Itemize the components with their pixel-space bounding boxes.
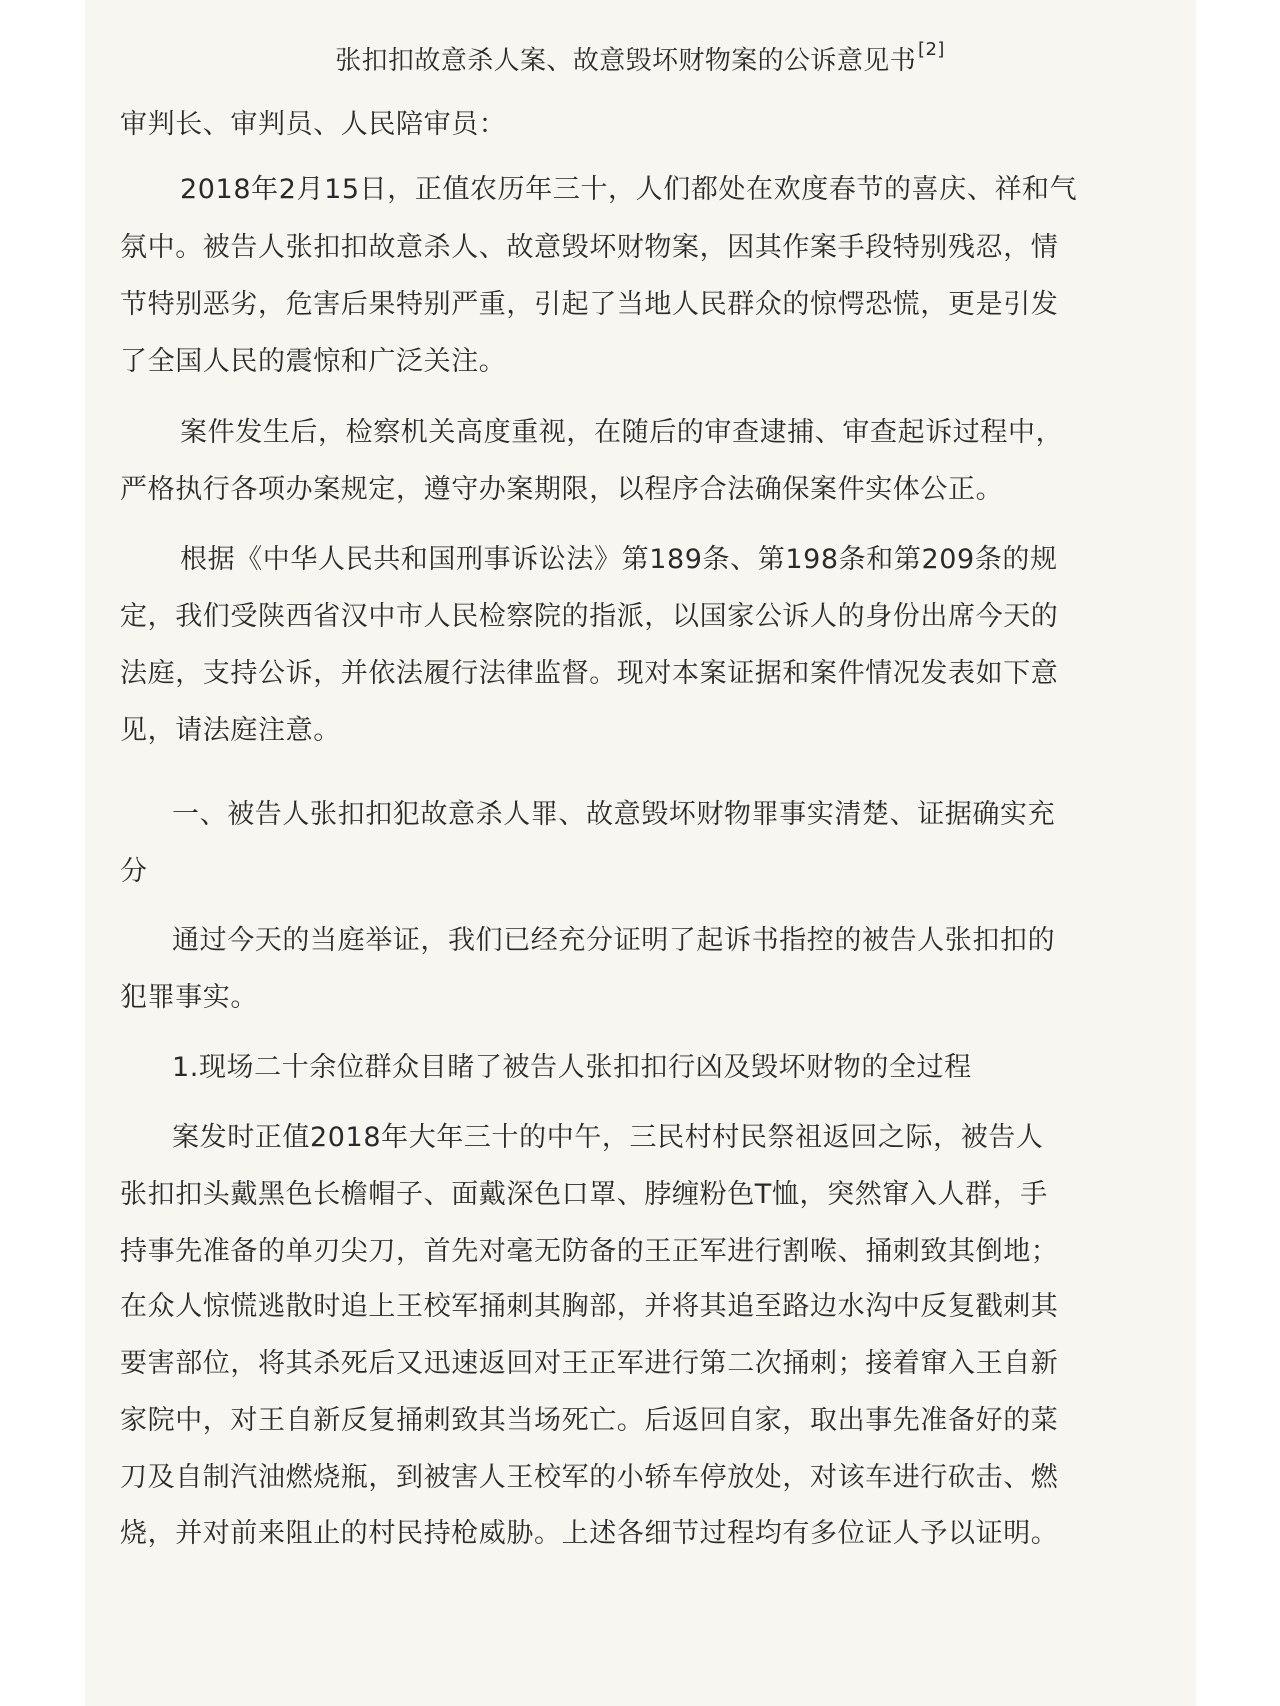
paragraph-1-line: 了全国人民的震惊和广泛关注。: [120, 346, 507, 377]
title-footnote[interactable]: [2]: [918, 39, 945, 60]
detail-paragraph-line: 烧，并对前来阻止的村民持枪威胁。上述各细节过程均有多位证人予以证明。: [120, 1518, 1059, 1549]
paragraph-3-line: 法庭，支持公诉，并依法履行法律监督。现对本案证据和案件情况发表如下意: [120, 658, 1059, 689]
section-heading-line: 一、被告人张扣扣犯故意杀人罪、故意毁坏财物罪事实清楚、证据确实充: [172, 799, 1056, 830]
detail-paragraph-line: 要害部位，将其杀死后又迅速返回对王正军进行第二次捅刺；接着窜入王自新: [120, 1348, 1059, 1379]
detail-paragraph-line: 刀及自制汽油燃烧瓶，到被害人王校军的小轿车停放处，对该车进行砍击、燃: [120, 1462, 1059, 1493]
detail-paragraph-line: 在众人惊慌逃散时追上王校军捅刺其胸部，并将其追至路边水沟中反复戳刺其: [120, 1291, 1059, 1322]
detail-paragraph-line: 张扣扣头戴黑色长檐帽子、面戴深色口罩、脖缠粉色T恤，突然窜入人群，手: [120, 1179, 1048, 1210]
title-text: 张扣扣故意杀人案、故意毁坏财物案的公诉意见书: [335, 46, 917, 76]
paragraph-3-line: 定，我们受陕西省汉中市人民检察院的指派，以国家公诉人的身份出席今天的: [120, 601, 1059, 632]
paragraph-1-line: 氛中。被告人张扣扣故意杀人、故意毁坏财物案，因其作案手段特别残忍，情: [120, 232, 1059, 263]
detail-paragraph-line: 持事先准备的单刃尖刀，首先对毫无防备的王正军进行割喉、捅刺致其倒地；: [120, 1236, 1059, 1267]
salutation: 审判长、审判员、人民陪审员：: [120, 109, 507, 140]
paragraph-3-line: 见，请法庭注意。: [120, 715, 341, 746]
paragraph-1-line: 2018年2月15日，正值农历年三十，人们都处在欢度春节的喜庆、祥和气: [180, 174, 1078, 205]
section-heading-line: 分: [120, 856, 148, 887]
paragraph-3-line: 根据《中华人民共和国刑事诉讼法》第189条、第198条和第209条的规: [180, 544, 1058, 575]
paragraph-2-line: 严格执行各项办案规定，遵守办案期限，以程序合法确保案件实体公正。: [120, 474, 1004, 505]
subheading: 1.现场二十余位群众目睹了被告人张扣扣行凶及毁坏财物的全过程: [172, 1052, 972, 1083]
paragraph-2-line: 案件发生后，检察机关高度重视，在随后的审查逮捕、审查起诉过程中，: [180, 417, 1064, 448]
detail-paragraph-line: 家院中，对王自新反复捅刺致其当场死亡。后返回自家，取出事先准备好的菜: [120, 1405, 1059, 1436]
document-title: [0, 33, 1280, 78]
section-intro-line: 通过今天的当庭举证，我们已经充分证明了起诉书指控的被告人张扣扣的: [172, 925, 1056, 956]
detail-paragraph-line: 案发时正值2018年大年三十的中午，三民村村民祭祖返回之际，被告人: [172, 1122, 1044, 1153]
paragraph-1-line: 节特别恶劣，危害后果特别严重，引起了当地人民群众的惊愕恐慌，更是引发: [120, 289, 1059, 320]
section-intro-line: 犯罪事实。: [120, 982, 258, 1013]
